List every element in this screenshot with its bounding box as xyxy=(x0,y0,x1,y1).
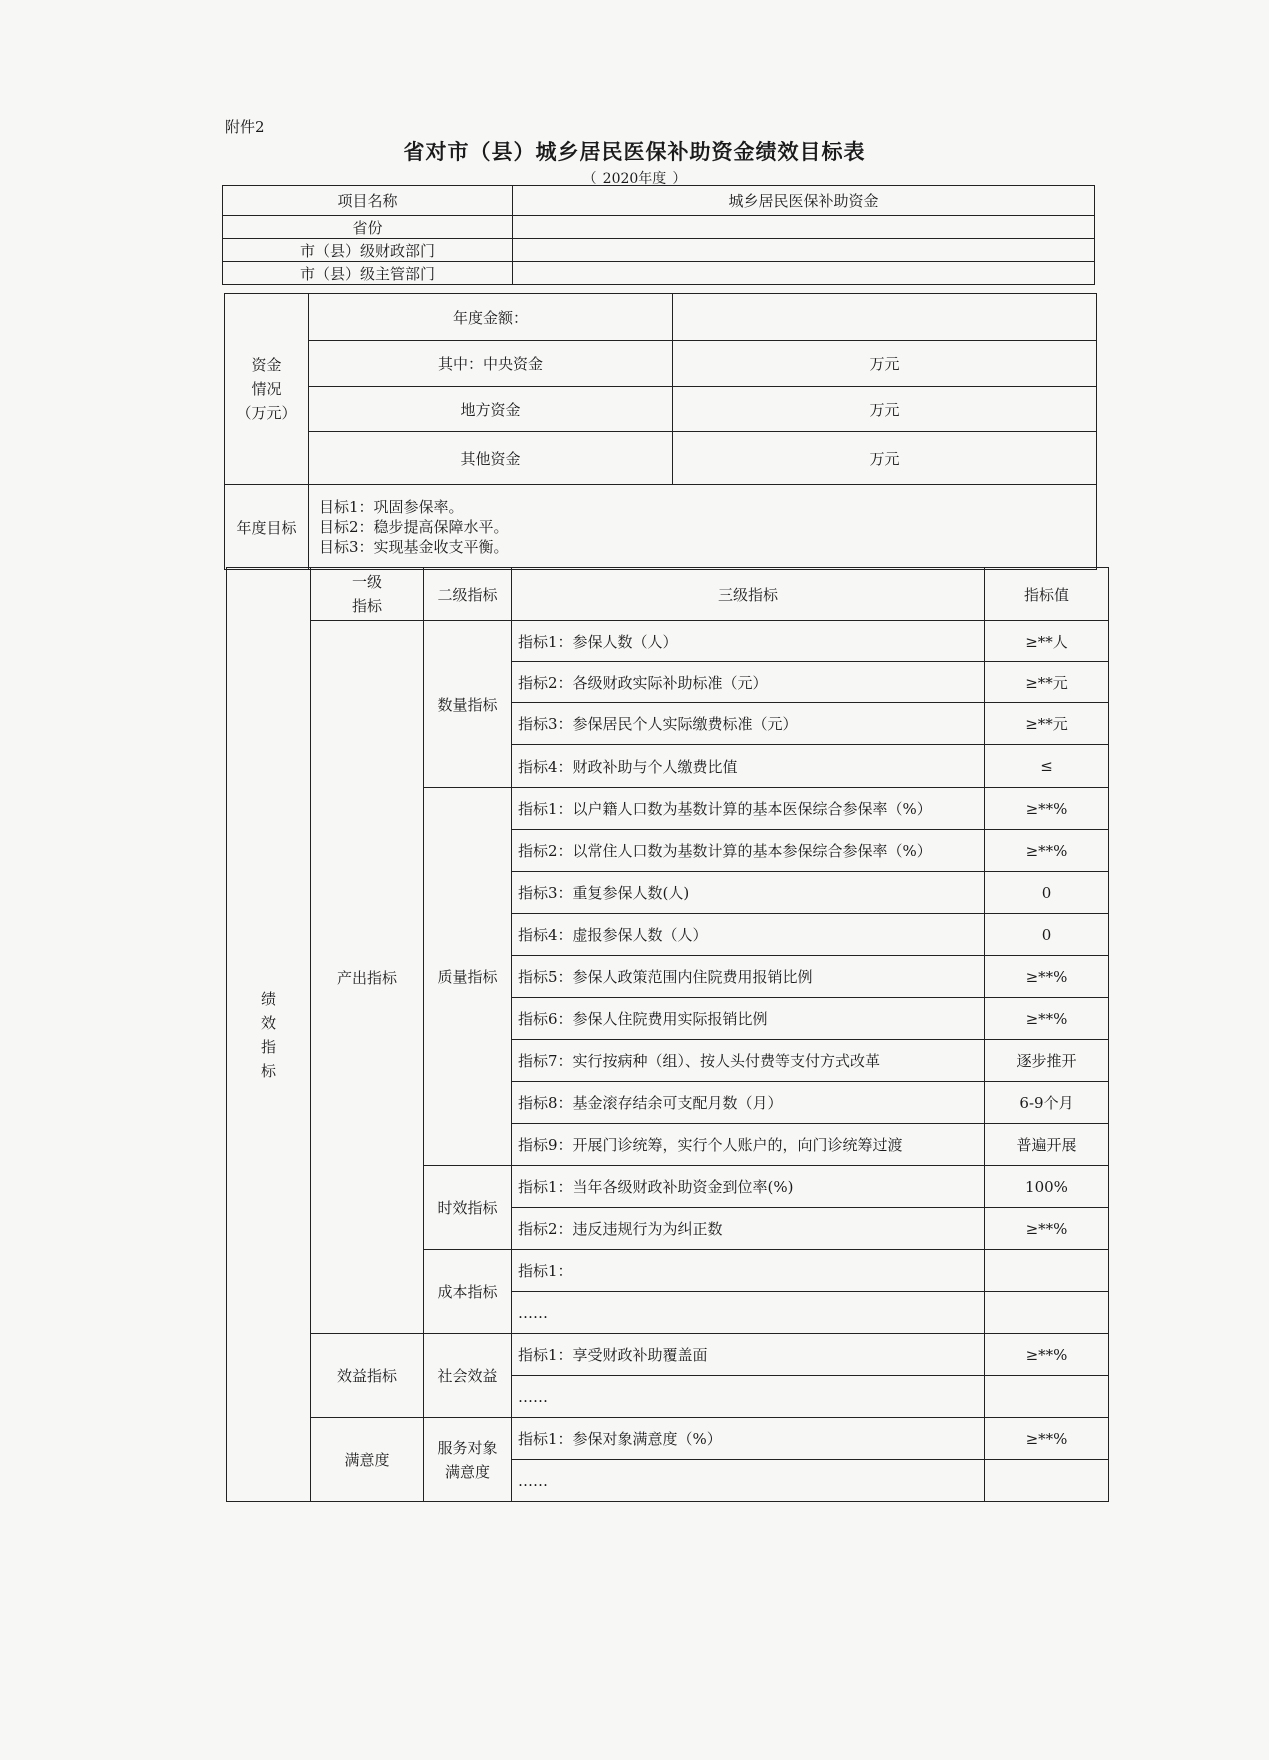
indicator-value: 0 xyxy=(985,914,1109,956)
indicator-value: ≤ xyxy=(985,745,1109,788)
indicator-value: 6-9个月 xyxy=(985,1082,1109,1124)
fund-label: 年度金额： xyxy=(309,294,673,341)
table-row xyxy=(227,621,1109,662)
level2-timeliness: 时效指标 xyxy=(424,1166,512,1250)
indicator-name: 指标1：享受财政补助覆盖面 xyxy=(512,1334,985,1376)
indicator-value: ≥**% xyxy=(985,1418,1109,1460)
indicator-value: 100% xyxy=(985,1166,1109,1208)
goals-label: 年度目标 xyxy=(225,485,309,570)
goal-item: 目标2：稳步提高保障水平。 xyxy=(319,518,509,536)
header-level1 xyxy=(311,568,424,621)
table-row xyxy=(227,1334,1109,1376)
level2-satisfaction-line: 服务对象 xyxy=(437,1438,498,1457)
year-label: 2020年度 xyxy=(602,171,667,187)
indicator-value: ≥**元 xyxy=(985,703,1109,745)
goal-item: 目标1：巩固参保率。 xyxy=(319,498,464,516)
indicator-name: 指标1：以户籍人口数为基数计算的基本医保综合参保率（%） xyxy=(512,788,985,830)
indicators-table xyxy=(226,567,1109,1502)
indicator-name: 指标2：以常住人口数为基数计算的基本参保综合参保率（%） xyxy=(512,830,985,872)
year-close-paren: ） xyxy=(672,171,687,187)
indicator-name: …… xyxy=(512,1292,985,1334)
indicator-name: 指标1： xyxy=(512,1250,985,1292)
indicator-value: ≥**% xyxy=(985,956,1109,998)
indicator-name: 指标4：财政补助与个人缴费比值 xyxy=(512,745,985,788)
year-open-paren: （ xyxy=(582,171,597,187)
goals-list xyxy=(309,485,1097,570)
header-level3: 三级指标 xyxy=(512,568,985,621)
funds-table xyxy=(224,293,1097,570)
header-level1-line: 指标 xyxy=(351,597,382,615)
fund-row xyxy=(225,294,1097,341)
funds-label-line: 情况 xyxy=(251,380,282,398)
funds-label xyxy=(225,294,309,485)
level2-cost: 成本指标 xyxy=(424,1250,512,1334)
header-row xyxy=(227,568,1109,621)
header-value: 指标值 xyxy=(985,568,1109,621)
fund-value: 万元 xyxy=(673,387,1097,432)
indicator-value: ≥**人 xyxy=(985,621,1109,662)
fund-value: 万元 xyxy=(673,341,1097,387)
level2-satisfaction-line: 满意度 xyxy=(444,1462,490,1481)
indicator-value xyxy=(985,1376,1109,1418)
indicators-label-char: 效 xyxy=(260,1013,276,1032)
indicator-value: 普遍开展 xyxy=(985,1124,1109,1166)
fund-value: 万元 xyxy=(673,432,1097,485)
indicator-name: …… xyxy=(512,1460,985,1502)
page-title: 省对市（县）城乡居民医保补助资金绩效目标表 xyxy=(403,139,866,164)
indicator-name: 指标1：当年各级财政补助资金到位率(%) xyxy=(512,1166,985,1208)
funds-label-line: 资金 xyxy=(251,356,282,374)
level1-benefit: 效益指标 xyxy=(311,1334,424,1418)
indicator-value: ≥**% xyxy=(985,788,1109,830)
fund-label: 其中：中央资金 xyxy=(309,341,673,387)
indicator-name: 指标1：参保人数（人） xyxy=(512,621,985,662)
level2-quality: 质量指标 xyxy=(424,788,512,1166)
header-level1-line: 一级 xyxy=(351,573,382,591)
fund-row xyxy=(225,387,1097,432)
indicator-name: 指标1：参保对象满意度（%） xyxy=(512,1418,985,1460)
indicators-label-char: 指 xyxy=(260,1037,276,1056)
level2-social-benefit: 社会效益 xyxy=(424,1334,512,1418)
fund-row xyxy=(225,341,1097,387)
indicator-value xyxy=(985,1250,1109,1292)
indicators-label xyxy=(227,568,311,1502)
indicator-value: ≥**元 xyxy=(985,662,1109,703)
indicator-value: 逐步推开 xyxy=(985,1040,1109,1082)
info-value xyxy=(513,216,1095,239)
level1-satisfaction: 满意度 xyxy=(311,1418,424,1502)
info-label: 项目名称 xyxy=(223,186,513,216)
funds-label-line: （万元） xyxy=(236,404,297,422)
fund-label: 地方资金 xyxy=(309,387,673,432)
indicator-name: 指标2：违反违规行为为纠正数 xyxy=(512,1208,985,1250)
indicator-value xyxy=(985,1292,1109,1334)
project-info-table xyxy=(222,185,1095,285)
info-value xyxy=(513,262,1095,285)
indicator-name: 指标3：重复参保人数(人) xyxy=(512,872,985,914)
level2-quantity: 数量指标 xyxy=(424,621,512,788)
level2-service-satisfaction xyxy=(424,1418,512,1502)
goal-item: 目标3：实现基金收支平衡。 xyxy=(319,538,509,556)
indicator-name: 指标6：参保人住院费用实际报销比例 xyxy=(512,998,985,1040)
header-level2: 二级指标 xyxy=(424,568,512,621)
fund-row xyxy=(225,432,1097,485)
info-row xyxy=(223,262,1095,285)
indicator-value xyxy=(985,1460,1109,1502)
attachment-label: 附件2 xyxy=(225,118,265,136)
indicators-label-char: 标 xyxy=(260,1061,276,1080)
indicator-name: 指标7：实行按病种（组）、按人头付费等支付方式改革 xyxy=(512,1040,985,1082)
fund-value xyxy=(673,294,1097,341)
indicator-value: ≥**% xyxy=(985,998,1109,1040)
info-label: 省份 xyxy=(223,216,513,239)
fund-label: 其他资金 xyxy=(309,432,673,485)
indicator-name: 指标9：开展门诊统筹，实行个人账户的，向门诊统筹过渡 xyxy=(512,1124,985,1166)
indicator-value: ≥**% xyxy=(985,830,1109,872)
table-row xyxy=(227,1418,1109,1460)
indicator-name: 指标3：参保居民个人实际缴费标准（元） xyxy=(512,703,985,745)
indicator-value: ≥**% xyxy=(985,1208,1109,1250)
info-row xyxy=(223,239,1095,262)
info-value xyxy=(513,239,1095,262)
indicator-value: 0 xyxy=(985,872,1109,914)
info-label: 市（县）级财政部门 xyxy=(223,239,513,262)
info-row xyxy=(223,186,1095,216)
indicator-name: 指标8：基金滚存结余可支配月数（月） xyxy=(512,1082,985,1124)
indicator-value: ≥**% xyxy=(985,1334,1109,1376)
indicator-name: 指标4：虚报参保人数（人） xyxy=(512,914,985,956)
info-label: 市（县）级主管部门 xyxy=(223,262,513,285)
indicator-name: …… xyxy=(512,1376,985,1418)
goals-row xyxy=(225,485,1097,570)
indicator-name: 指标5：参保人政策范围内住院费用报销比例 xyxy=(512,956,985,998)
indicators-label-char: 绩 xyxy=(260,989,276,1008)
indicator-name: 指标2：各级财政实际补助标准（元） xyxy=(512,662,985,703)
info-row xyxy=(223,216,1095,239)
info-value: 城乡居民医保补助资金 xyxy=(513,186,1095,216)
level1-output: 产出指标 xyxy=(311,621,424,1334)
